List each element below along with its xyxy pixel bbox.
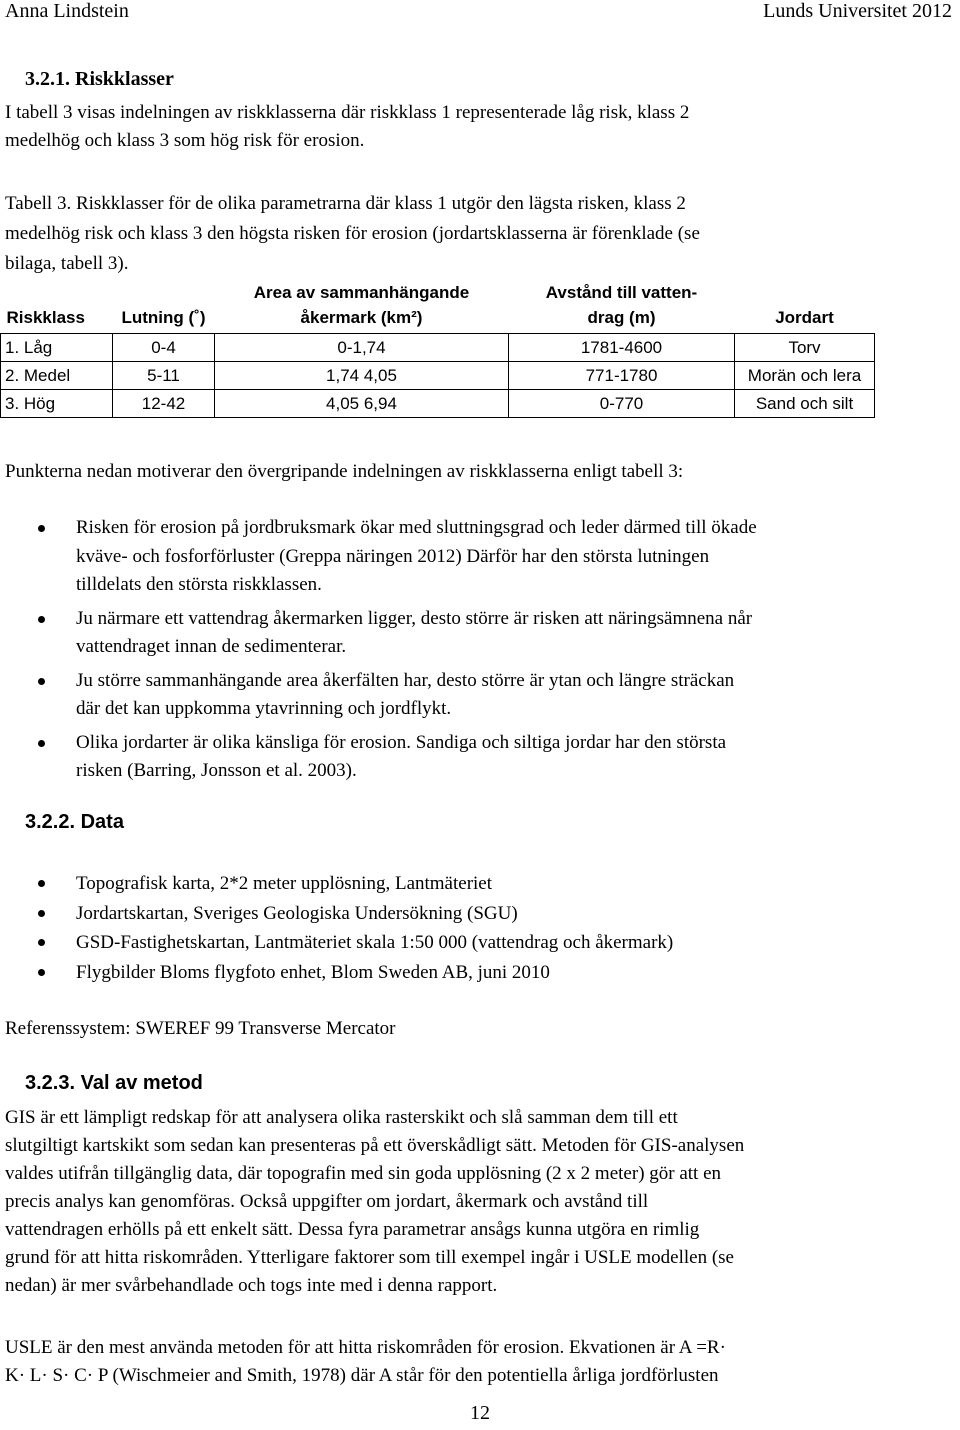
bullets-intro: Punkterna nedan motiverar den övergripande indelningen av riskklasserna enligt tabell 3: (5, 461, 684, 482)
paragraph-line: medelhög och klass 3 som hög risk för erosion. (5, 130, 365, 151)
bullet-icon (38, 525, 45, 532)
bullet-line: risken (Barring, Jonsson et al. 2003). (76, 760, 357, 781)
bullet-line: Olika jordarter är olika känsliga för erosion. Sandiga och siltiga jordar har den största (76, 731, 727, 753)
bullet-icon (38, 910, 45, 917)
cell-lutning: 12-42 (113, 390, 215, 418)
list-item (0, 514, 757, 600)
bullet-line: Risken för erosion på jordbruksmark ökar med sluttningsgrad och leder därmed till ökade (76, 517, 757, 538)
cell-area: 4,05 6,94 (215, 390, 509, 418)
bullet-line: Flygbilder Bloms flygfoto enhet, Blom Sweden AB, juni 2010 (76, 961, 550, 983)
header-area-line2: åkermark (km²) (300, 308, 423, 327)
table-header-row (1, 280, 875, 334)
cell-avstand: 771-1780 (509, 362, 735, 390)
table-row (1, 390, 875, 418)
cell-lutning: 0-4 (113, 334, 215, 362)
paragraph-line: GIS är ett lämpligt redskap för att analysera olika rasterskikt och slå samman dem till ett (5, 1107, 678, 1128)
bullet-line: vattendraget innan de sedimenterar. (76, 636, 347, 657)
header-author: Anna Lindstein (5, 0, 129, 22)
cell-jordart: Morän och lera (735, 362, 875, 390)
paragraph-line: K· L· S· C· P (Wischmeier and Smith, 1978) där A står för den potentiella årliga jordförlusten (5, 1365, 719, 1386)
header-area (215, 280, 509, 334)
bullet-icon (38, 678, 45, 685)
bullet-icon (38, 939, 45, 946)
bullet-icon (38, 740, 45, 747)
header-riskklass: Riskklass (6, 308, 85, 327)
cell-avstand: 1781-4600 (509, 334, 735, 362)
data-bullet-list (0, 869, 673, 987)
bullet-line: Ju större sammanhängande area åkerfälten har, desto större är ytan och längre sträckan (76, 669, 735, 691)
paragraph-line: grund för att hitta riskområden. Ytterligare faktorer som till exempel ingår i USLE modellen (se (5, 1247, 734, 1268)
cell-jordart: Sand och silt (735, 390, 875, 418)
list-item (0, 928, 673, 958)
paragraph-line: USLE är den mest använda metoden för att hitta riskområden för erosion. Ekvationen är A =R· (5, 1337, 726, 1358)
bullet-line: Ju närmare ett vattendrag åkermarken ligger, desto större är risken att näringsämnena når (76, 607, 753, 629)
table-caption-line: bilaga, tabell 3). (5, 253, 129, 274)
header-area-line1: Area av sammanhängande (253, 283, 470, 302)
table-row (1, 362, 875, 390)
bullet-icon (38, 616, 45, 623)
section-heading-val-av-metod: 3.2.3. Val av metod (25, 1072, 203, 1094)
table-caption-line: Tabell 3. Riskklasser för de olika parametrarna där klass 1 utgör den lägsta risken, klass 2 (5, 193, 686, 214)
header-jordart: Jordart (775, 308, 834, 327)
page-number: 12 (470, 1402, 490, 1424)
reference-system: Referenssystem: SWEREF 99 Transverse Mercator (5, 1018, 396, 1039)
cell-riskklass: 1. Låg (1, 334, 113, 362)
bullet-line: Topografisk karta, 2*2 meter upplösning, Lantmäteriet (76, 873, 493, 894)
section-heading-riskklasser: 3.2.1. Riskklasser (25, 68, 174, 90)
bullet-icon (38, 969, 45, 976)
cell-avstand: 0-770 (509, 390, 735, 418)
list-item (0, 605, 757, 662)
header-institution: Lunds Universitet 2012 (763, 0, 952, 22)
list-item (0, 869, 673, 899)
header-avstand (509, 280, 735, 334)
paragraph-line: precis analys kan genomföras. Också uppgifter om jordart, åkermark och avstånd till (5, 1191, 649, 1212)
header-avstand-line1: Avstånd till vatten- (545, 283, 698, 302)
motivation-bullet-list (0, 514, 757, 786)
cell-riskklass: 2. Medel (1, 362, 113, 390)
paragraph-line: I tabell 3 visas indelningen av riskklasserna där riskklass 1 representerade låg risk, klass 2 (5, 102, 690, 123)
paragraph-line: nedan) är mer svårbehandlade och togs inte med i denna rapport. (5, 1275, 498, 1296)
bullet-line: där det kan uppkomma ytavrinning och jordflykt. (76, 698, 452, 719)
cell-riskklass: 3. Hög (1, 390, 113, 418)
cell-area: 0-1,74 (215, 334, 509, 362)
paragraph-line: slutgiltigt kartskikt som sedan kan presenteras på ett överskådligt sätt. Metoden för GIS-analysen (5, 1135, 745, 1156)
bullet-line: GSD-Fastighetskartan, Lantmäteriet skala 1:50 000 (vattendrag och åkermark) (76, 932, 674, 953)
cell-area: 1,74 4,05 (215, 362, 509, 390)
table-row (1, 334, 875, 362)
bullet-icon (38, 880, 45, 887)
cell-jordart: Torv (735, 334, 875, 362)
list-item (0, 729, 757, 786)
section-heading-data: 3.2.2. Data (25, 811, 124, 833)
list-item (0, 958, 673, 988)
bullet-line: Jordartskartan, Sveriges Geologiska Undersökning (SGU) (76, 902, 518, 924)
bullet-line: tilldelats den största riskklassen. (76, 574, 322, 595)
bullet-line: kväve- och fosforförluster (Greppa näringen 2012) Därför har den största lutningen (76, 545, 710, 567)
list-item (0, 667, 757, 724)
list-item (0, 899, 673, 929)
header-lutning: Lutning (˚) (121, 308, 206, 327)
paragraph-line: vattendragen erhölls på ett enkelt sätt. Dessa fyra parametrar ansågs kunna utgöra en rimlig (5, 1219, 700, 1240)
paragraph-line: valdes utifrån tillgänglig data, där topografin med sin goda upplösning (2 x 2 meter) gör att en (5, 1163, 722, 1184)
cell-lutning: 5-11 (113, 362, 215, 390)
risk-class-table (0, 280, 875, 418)
table-caption-line: medelhög risk och klass 3 den högsta risken för erosion (jordartsklasserna är förenklade (se (5, 223, 700, 244)
header-avstand-line2: drag (m) (587, 308, 656, 327)
